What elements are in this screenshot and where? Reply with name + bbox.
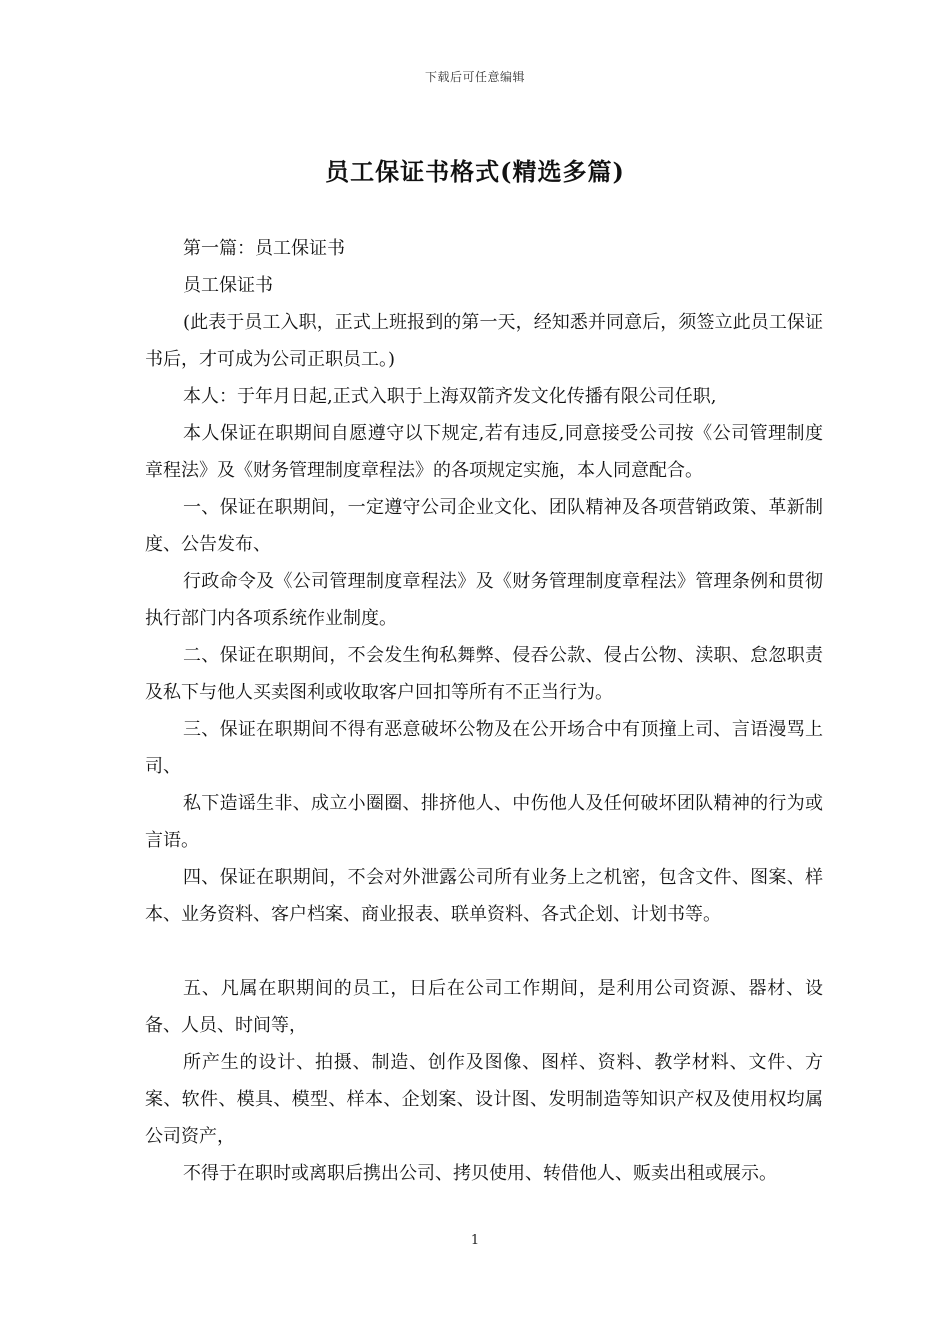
paragraph-pledge: 本人保证在职期间自愿遵守以下规定,若有违反,同意接受公司按《公司管理制度章程法》及《财务管理制度章程法》的各项规定实施，本人同意配合。 xyxy=(145,423,823,481)
paragraph-chapter-heading: 第一篇：员工保证书 xyxy=(183,238,345,259)
page-number: 1 xyxy=(470,1233,480,1248)
paragraph-subtitle: 员工保证书 xyxy=(183,275,273,296)
document-title: 员工保证书格式(精选多篇) xyxy=(325,157,625,186)
paragraph-clause-2: 二、保证在职期间，不会发生徇私舞弊、侵吞公款、侵占公物、渎职、怠忽职责及私下与他人买卖图利或收取客户回扣等所有不正当行为。 xyxy=(145,645,823,703)
paragraph-clause-5-restriction: 不得于在职时或离职后携出公司、拷贝使用、转借他人、贩卖出租或展示。 xyxy=(183,1163,777,1184)
paragraph-clause-5-continued: 所产生的设计、拍摄、制造、创作及图像、图样、资料、教学材料、文件、方案、软件、模具、模型、样本、企划案、设计图、发明制造等知识产权及使用权均属公司资产， xyxy=(145,1052,823,1147)
paragraph-clause-4: 四、保证在职期间，不会对外泄露公司所有业务上之机密，包含文件、图案、样本、业务资料、客户档案、商业报表、联单资料、各式企划、计划书等。 xyxy=(145,867,823,925)
page-header-note: 下载后可任意编辑 xyxy=(424,70,525,84)
paragraph-clause-1-continued: 行政命令及《公司管理制度章程法》及《财务管理制度章程法》管理条例和贯彻执行部门内各项系统作业制度。 xyxy=(145,571,823,629)
paragraph-clause-3-continued: 私下造谣生非、成立小圈圈、排挤他人、中伤他人及任何破坏团队精神的行为或言语。 xyxy=(145,793,823,851)
paragraph-employee-statement: 本人：于年月日起,正式入职于上海双箭齐发文化传播有限公司任职, xyxy=(183,386,717,407)
paragraph-clause-1: 一、保证在职期间，一定遵守公司企业文化、团队精神及各项营销政策、革新制度、公告发布、 xyxy=(145,497,823,555)
paragraph-intro-note: (此表于员工入职，正式上班报到的第一天，经知悉并同意后，须签立此员工保证书后，才可成为公司正职员工。) xyxy=(145,312,823,370)
paragraph-clause-3: 三、保证在职期间不得有恶意破坏公物及在公开场合中有顶撞上司、言语漫骂上司、 xyxy=(145,719,823,777)
document-body xyxy=(145,230,823,1192)
paragraph-clause-5: 五、凡属在职期间的员工，日后在公司工作期间，是利用公司资源、器材、设备、人员、时间等， xyxy=(145,978,823,1036)
